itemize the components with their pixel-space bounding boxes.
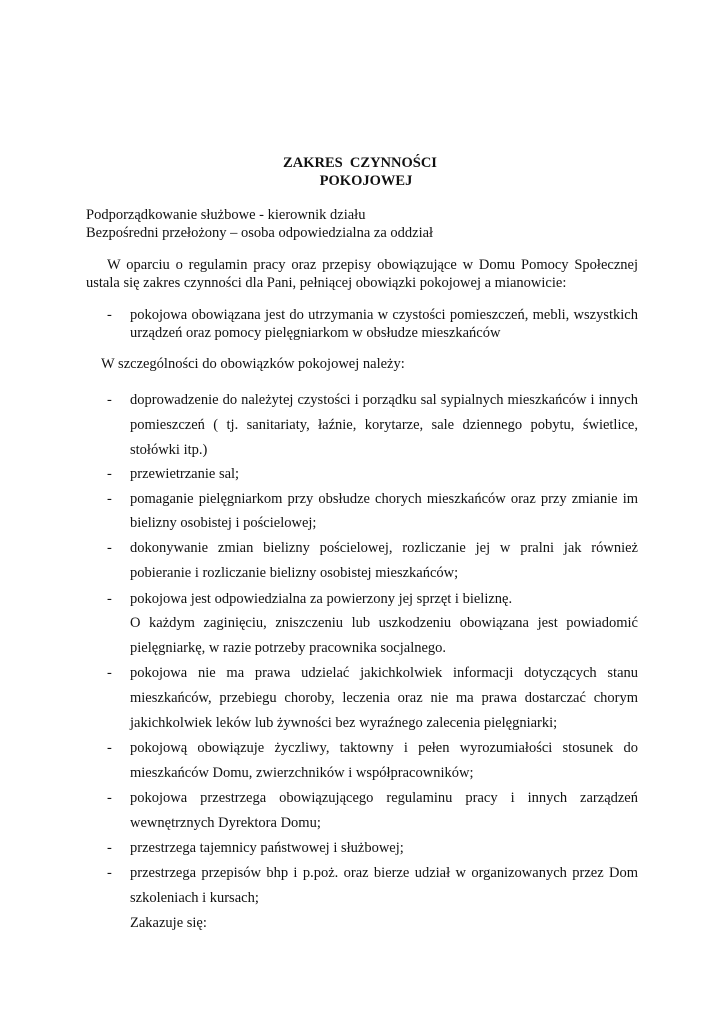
list-item-safety-line-1: przestrzega przepisów bhp i p.poż. oraz bierze udział w organizowanych przez Dom: [130, 865, 638, 881]
general-duty-line-2: urządzeń oraz pomocy pielęgniarkom w obsłudze mieszkańców: [130, 325, 501, 341]
bullet-dash: -: [107, 540, 112, 556]
list-item-safety-line-2: szkoleniach i kursach;: [130, 890, 259, 906]
intro-line-1: W oparciu o regulamin pracy oraz przepisy obowiązujące w Domu Pomocy Społecznej: [107, 257, 638, 273]
document-title-line2: POKOJOWEJ: [319, 173, 413, 189]
supervisor-line: Bezpośredni przełożony – osoba odpowiedzialna za oddział: [86, 225, 434, 241]
list-item-info-line-1: pokojowa nie ma prawa udzielać jakichkolwiek informacji dotyczących stanu: [130, 665, 638, 681]
list-item-rules-line-1: pokojowa przestrzega obowiązującego regulaminu pracy i innych zarządzeń: [130, 790, 638, 806]
detail-heading: W szczególności do obowiązków pokojowej należy:: [101, 356, 405, 372]
list-item-cleaning-line-1: doprowadzenie do należytej czystości i porządku sal sypialnych mieszkańców i innych: [130, 392, 638, 408]
list-item-helping-line-2: bielizny osobistej i pościelowej;: [130, 515, 317, 531]
list-item-cleaning-line-2: pomieszczeń ( tj. sanitariaty, łaźnie, korytarze, sale dziennego pobytu, świetlice,: [130, 417, 638, 433]
bullet-dash: -: [107, 865, 112, 881]
bullet-dash: -: [107, 392, 112, 408]
list-item-info-line-3: jakichkolwiek leków lub żywności bez wyraźnego zalecenia pielęgniarki;: [130, 715, 558, 731]
bullet-dash: -: [107, 740, 112, 756]
list-item-cleaning-line-3: stołówki itp.): [130, 442, 208, 458]
list-item-attitude-line-2: mieszkańców Domu, zwierzchników i współpracowników;: [130, 765, 474, 781]
list-item-secrecy: przestrzega tajemnicy państwowej i służbowej;: [130, 840, 404, 856]
bullet-dash: -: [107, 840, 112, 856]
general-duty-line-1: pokojowa obowiązana jest do utrzymania w czystości pomieszczeń, mebli, wszystkich: [130, 307, 638, 323]
bullet-dash: -: [107, 491, 112, 507]
list-item-equipment-line-3: pielęgniarkę, w razie potrzeby pracownika socjalnego.: [130, 640, 447, 656]
list-item-equipment-line-2: O każdym zaginięciu, zniszczeniu lub uszkodzeniu obowiązana jest powiadomić: [130, 615, 638, 631]
bullet-dash: -: [107, 790, 112, 806]
subordination-line: Podporządkowanie służbowe - kierownik działu: [86, 207, 366, 223]
bullet-dash: -: [107, 466, 112, 482]
list-item-linen-line-1: dokonywanie zmian bielizny pościelowej, rozliczanie jej w pralni jak również: [130, 540, 638, 556]
bullet-dash: -: [107, 307, 112, 323]
list-item-attitude-line-1: pokojową obowiązuje życzliwy, taktowny i pełen wyrozumiałości stosunek do: [130, 740, 638, 756]
forbidden-heading: Zakazuje się:: [130, 915, 207, 931]
bullet-dash: -: [107, 665, 112, 681]
bullet-dash: -: [107, 591, 112, 607]
list-item-rules-line-2: wewnętrznych Dyrektora Domu;: [130, 815, 321, 831]
document-title-line1: ZAKRES CZYNNOŚCI: [283, 155, 437, 171]
list-item-info-line-2: mieszkańców, przebiegu choroby, leczenia oraz nie ma prawa dostarczać chorym: [130, 690, 638, 706]
list-item-helping-line-1: pomaganie pielęgniarkom przy obsłudze chorych mieszkańców oraz przy zmianie im: [130, 491, 638, 507]
list-item-airing: przewietrzanie sal;: [130, 466, 240, 482]
list-item-equipment-line-1: pokojowa jest odpowiedzialna za powierzony jej sprzęt i bieliznę.: [130, 591, 513, 607]
list-item-linen-line-2: pobieranie i rozliczanie bielizny osobistej mieszkańców;: [130, 565, 459, 581]
intro-line-2: ustala się zakres czynności dla Pani, pełniącej obowiązki pokojowej a mianowicie:: [86, 275, 567, 291]
